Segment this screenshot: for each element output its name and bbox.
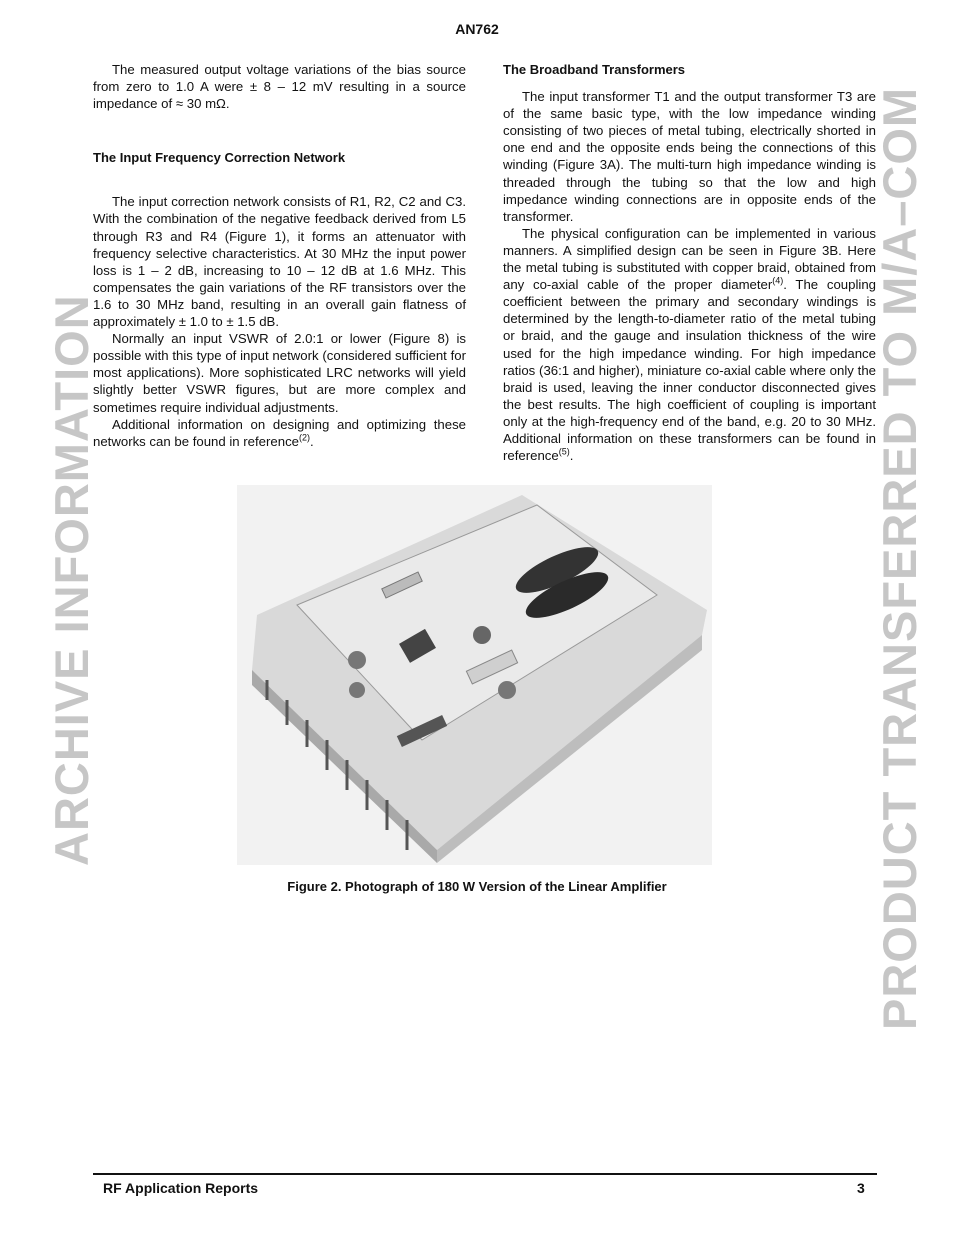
text: The physical configuration can be implemented in various manners. A simplified design can be seen in Figure 3B. Here the metal tubing is substituted with copper braid, obtained from any co-axial cable of the proper diameter (503, 225, 876, 293)
text: . (310, 433, 314, 449)
left-column (93, 61, 466, 450)
text: Additional information on designing and optimizing these networks can be found in reference (93, 416, 466, 449)
text: . (569, 448, 574, 464)
section-heading: The Input Frequency Correction Network (93, 150, 346, 166)
text: . The coupling coefficient between the primary and secondary windings is determined by the length-to-diameter ratio of the metal tubing or braid, and the gauge and insulation thickness of the wire used for the high impedance winding. For high impedance ratios (36:1 and higher), miniature co-axial cable where only the braid is used, leaving the inner conductor disconnected gives the best results. The high coefficient of coupling is important only at the high-frequency end of the band, e.g. 20 to 30 MHz. Additional information on these transformers can be found in reference (503, 277, 876, 464)
document-id-header: AN762 (455, 21, 499, 37)
paragraph: The input correction network consists of R1, R2, C2 and C3. With the combination of the negative feedback derived from L5 through R3 and R4 (Figure 1), it forms an attenuator with frequency selective characteristics. At 30 MHz the input power loss is 1 – 2 dB, increasing to 10 – 12 dB at 1.6 MHz. This compensates the gain variations of the RF transistors over the 1.6 to 30 MHz band, resulting in an overall gain flatness of approximately ± 1.0 to ± 1.5 dB. (93, 194, 466, 330)
page-number: 3 (857, 1180, 865, 1196)
reference: (4) (772, 275, 784, 286)
paragraph: The input transformer T1 and the output transformer T3 are of the same basic type, with the low impedance winding consisting of two pieces of metal tubing, electrically shorted in one end and the opposite ends being the connections of this winding (Figure 3A). The multi-turn high impedance winding is threaded through the tubing so that the low and high impedance winding connections are in opposite ends of the transformer. (503, 89, 876, 224)
paragraph (503, 225, 876, 464)
transferred-watermark: PRODUCT TRANSFERRED TO M/A–COM (873, 86, 926, 1030)
archive-watermark: ARCHIVE INFORMATION (45, 294, 98, 866)
paragraph: The measured output voltage variations of the bias source from zero to 1.0 A were ± 8 – 12 mV resulting in a source impedance of ≈ 30 mΩ. (93, 62, 466, 112)
section-heading: The Broadband Transformers (503, 62, 686, 77)
figure-caption: Figure 2. Photograph of 180 W Version of the Linear Amplifier (287, 879, 667, 894)
paragraph: Normally an input VSWR of 2.0:1 or lower (Figure 8) is possible with this type of input network (considered sufficient for most applications). More sophisticated LRC networks will yield slightly better VSWR figures, but are more complex and sometimes require individual adjustments. (93, 331, 466, 415)
amplifier-photo (237, 485, 712, 865)
right-column (503, 61, 876, 464)
footer-rule (93, 1173, 877, 1175)
paragraph (93, 416, 466, 450)
footer-title: RF Application Reports (103, 1180, 259, 1196)
reference: (5) (558, 446, 570, 457)
reference: (2) (299, 432, 310, 443)
